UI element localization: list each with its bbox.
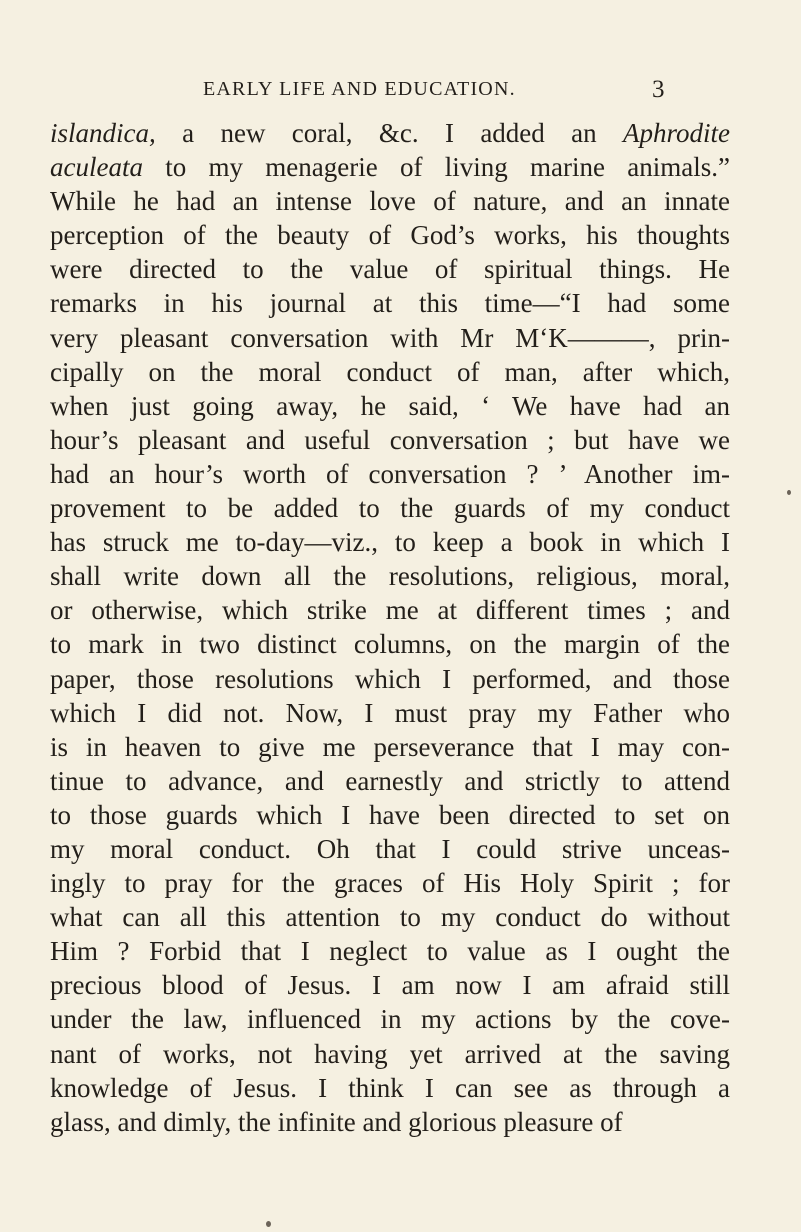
body-text xyxy=(50,116,730,1139)
text-line: has struck me to-day—viz., to keep a book in which I xyxy=(50,527,730,558)
italic-term: Aphrodite xyxy=(623,118,730,148)
text-line: remarks in his journal at this time—“I had some xyxy=(50,288,730,319)
text-line: provement to be added to the guards of my conduct xyxy=(50,493,730,524)
text-line: glass, and dimly, the infinite and glorious pleasure of xyxy=(50,1106,623,1137)
text-line: knowledge of Jesus. I think I can see as through a xyxy=(50,1072,730,1103)
text-line: what can all this attention to my conduct do without xyxy=(50,902,730,933)
text-line: is in heaven to give me perseverance that I may con- xyxy=(50,731,730,762)
text-line: which I did not. Now, I must pray my Father who xyxy=(50,697,730,728)
text-line: perception of the beauty of God’s works, his thoughts xyxy=(50,220,730,251)
text-line: Him ? Forbid that I neglect to value as I ought the xyxy=(50,936,730,967)
text-line: hour’s pleasant and useful conversation ; but have we xyxy=(50,424,730,455)
text-line: shall write down all the resolutions, religious, moral, xyxy=(50,561,730,592)
text-line: under the law, influenced in my actions by the cove- xyxy=(50,1004,730,1035)
text-line: While he had an intense love of nature, and an innate xyxy=(50,186,730,217)
text-line: when just going away, he said, ‘ We have had an xyxy=(50,390,730,421)
text-line: paper, those resolutions which I performed, and those xyxy=(50,663,730,694)
text-line: or otherwise, which strike me at different times ; and xyxy=(50,595,730,626)
ink-speck xyxy=(787,490,791,495)
text-line: nant of works, not having yet arrived at the saving xyxy=(50,1038,730,1069)
ink-speck xyxy=(266,1221,271,1227)
running-head: EARLY LIFE AND EDUCATION. xyxy=(203,78,516,100)
text-line: to mark in two distinct columns, on the margin of the xyxy=(50,629,730,660)
text-line: precious blood of Jesus. I am now I am afraid still xyxy=(50,970,730,1001)
text-line: to those guards which I have been directed to set on xyxy=(50,799,730,830)
italic-term: aculeata xyxy=(50,152,143,183)
italic-term: islandica, xyxy=(50,118,156,148)
text-line: my moral conduct. Oh that I could strive unceas- xyxy=(50,833,730,864)
text-line: were directed to the value of spiritual things. He xyxy=(50,254,730,285)
text-line: islandica, a new coral, &c. I added an Aphrodite xyxy=(50,118,730,148)
text-line: very pleasant conversation with Mr M‘K———, prin- xyxy=(50,322,730,353)
text-line: had an hour’s worth of conversation ? ’ Another im- xyxy=(50,458,730,489)
text-line: ingly to pray for the graces of His Holy Spirit ; for xyxy=(50,868,730,899)
text-line: tinue to advance, and earnestly and strictly to attend xyxy=(50,765,730,796)
page-header xyxy=(0,78,801,108)
page-number: 3 xyxy=(652,76,665,103)
text-line: aculeata to my menagerie of living marine animals.” xyxy=(50,152,730,183)
text-line: cipally on the moral conduct of man, after which, xyxy=(50,356,730,387)
